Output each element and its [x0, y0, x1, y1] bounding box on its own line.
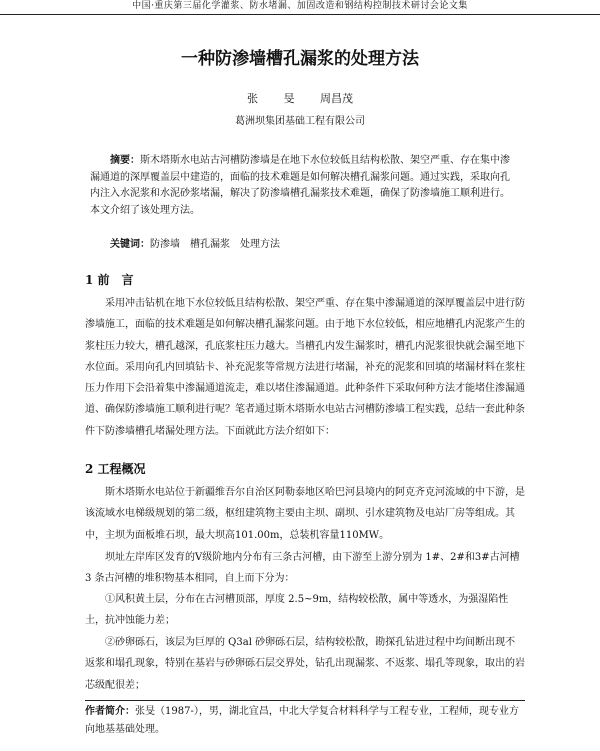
footnote-text: 张旻（1987-），男，湖北宜昌，中北大学复合材料科学与工程专业，工程师，现专业方向地基基础处理。 [85, 706, 519, 735]
author-footnote [85, 703, 525, 739]
running-header: 中国·重庆第三届化学灌浆、防水堵漏、加固改造和钢结构控制技术研讨会论文集 [0, 0, 600, 15]
paper-title: 一种防渗墙槽孔漏浆的处理方法 [181, 49, 419, 69]
intro-paragraph: 采用冲击钻机在地下水位较低且结构松散、架空严重、存在集中渗漏通道的深厚覆盖层中进行防渗墙施工，面临的技术难题是如何解决槽孔漏浆问题。由于地下水位较低，相应地槽孔内泥浆产生的浆柱压力较大，槽孔越深，孔底浆柱压力越大。当槽孔内发生漏浆时，槽孔内泥浆很快就会漏至地下水位面。采用向孔内回填钻卡、补充泥浆等常规方法进行堵漏，补充的泥浆和回填的堵漏材料在浆柱压力作用下会沿着集中渗漏通道流走，难以堵住渗漏通道。此种条件下采取何种方法才能堵住渗漏通道、确保防渗墙施工顺利进行呢？笔者通过斯木塔斯水电站古河槽防渗墙工程实践，总结一套此种条件下防渗墙槽孔堵漏处理方法。下面就此方法介绍如下： [85, 298, 525, 437]
overview-paragraph-2: 坝址左岸库区发育的Ⅴ级阶地内分布有三条古河槽，由下游至上游分别为 1#、2#和3#古河槽 3 条古河槽的堆积物基本相同，自上而下分为： [85, 552, 520, 585]
keywords [110, 235, 280, 250]
overview-paragraph-1: 斯木塔斯水电站位于新疆维吾尔自治区阿勒泰地区哈巴河县境内的阿克齐克河流域的中下游，是该流域水电梯级规划的第二级，枢纽建筑物主要由主坝、副坝、引水建筑物及电站厂房等组成。其中，主坝为面板堆石坝，最大坝高101.00m，总装机容量110MW。 [85, 487, 525, 541]
keywords-text: 防渗墙 槽孔漏浆 处理方法 [150, 239, 280, 250]
footnote-rule [85, 700, 525, 701]
author-1: 张 旻 [247, 92, 295, 105]
keywords-label: 关键词： [110, 239, 150, 250]
affiliation: 葛洲坝集团基础工程有限公司 [235, 116, 365, 127]
footnote-label: 作者简介： [85, 706, 135, 717]
section-heading-overview: 2 工程概况 [85, 462, 146, 476]
abstract-text: 斯木塔斯水电站古河槽防渗墙是在地下水位较低且结构松散、架空严重、存在集中渗漏通道的深厚覆盖层中建造的，面临的技术难题是如何解决槽孔漏浆问题。通过实践，采取向孔内注入水泥浆和水泥砂浆堵漏，解决了防渗墙槽孔漏浆技术难题，确保了防渗墙施工顺利进行。本文介绍了该处理方法。 [90, 155, 510, 216]
overview-item-2: ②砂卵砾石，该层为巨厚的 Q3al 砂卵砾石层，结构较松散，勘探孔钻进过程中均间断出现不返浆和塌孔现象，特别在基岩与砂卵砾石层交界处，钻孔出现漏浆、不返浆、塌孔等现象，取出的岩芯级配很差； [85, 637, 525, 691]
authors [0, 90, 600, 106]
overview-item-1: ①风积黄土层，分布在古河槽顶部，厚度 2.5~9m，结构较松散，属中等透水，为强湿陷性土，抗冲蚀能力差； [85, 594, 509, 627]
section-heading-intro: 1 前 言 [85, 273, 134, 287]
abstract-label: 摘要： [110, 155, 140, 166]
abstract [90, 153, 514, 219]
author-2: 周昌茂 [320, 92, 353, 105]
